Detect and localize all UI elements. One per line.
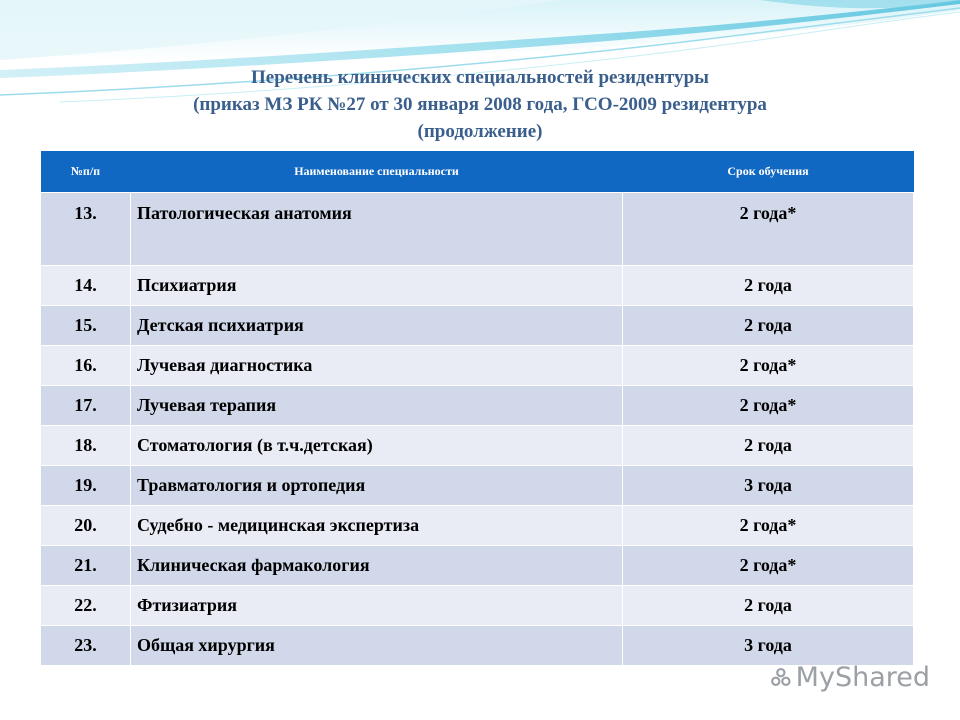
- row-duration: 2 года*: [623, 546, 914, 586]
- title-line-3: (продолжение): [417, 121, 543, 142]
- table-row: [41, 346, 914, 386]
- row-duration: 2 года: [623, 586, 914, 626]
- specialties-table: [40, 151, 914, 666]
- row-duration: 2 года*: [623, 346, 914, 386]
- row-number: 14.: [41, 266, 131, 306]
- row-number: 13.: [41, 193, 131, 266]
- row-specialty: Судебно - медицинская экспертиза: [131, 506, 623, 546]
- row-duration: 2 года*: [623, 506, 914, 546]
- row-number: 20.: [41, 506, 131, 546]
- row-duration: 2 года: [623, 306, 914, 346]
- table-row: [41, 546, 914, 586]
- watermark-text: MyShared: [795, 661, 930, 693]
- table-row: [41, 266, 914, 306]
- row-number: 19.: [41, 466, 131, 506]
- table-row: [41, 306, 914, 346]
- row-number: 15.: [41, 306, 131, 346]
- row-duration: 3 года: [623, 466, 914, 506]
- row-specialty: Травматология и ортопедия: [131, 466, 623, 506]
- row-duration: 2 года: [623, 426, 914, 466]
- myshared-watermark: [770, 660, 930, 694]
- table-row: [41, 506, 914, 546]
- table-header-row: [41, 151, 914, 193]
- table-row: [41, 466, 914, 506]
- row-duration: 2 года*: [623, 386, 914, 426]
- row-number: 17.: [41, 386, 131, 426]
- row-duration: 3 года: [623, 626, 914, 666]
- row-specialty: Психиатрия: [131, 266, 623, 306]
- row-specialty: Детская психиатрия: [131, 306, 623, 346]
- header-num: №п/п: [41, 151, 131, 193]
- header-duration: Срок обучения: [623, 151, 914, 193]
- page-title: [0, 64, 960, 145]
- row-specialty: Стоматология (в т.ч.детская): [131, 426, 623, 466]
- row-specialty: Лучевая терапия: [131, 386, 623, 426]
- row-specialty: Клиническая фармакология: [131, 546, 623, 586]
- table-row: [41, 426, 914, 466]
- row-specialty: Общая хирургия: [131, 626, 623, 666]
- title-line-1: Перечень клинических специальностей резидентуры: [250, 67, 710, 88]
- row-number: 18.: [41, 426, 131, 466]
- row-duration: 2 года: [623, 266, 914, 306]
- row-specialty: Фтизиатрия: [131, 586, 623, 626]
- table-row: [41, 586, 914, 626]
- row-specialty: Лучевая диагностика: [131, 346, 623, 386]
- table-row: [41, 386, 914, 426]
- row-duration: 2 года*: [623, 193, 914, 266]
- row-number: 22.: [41, 586, 131, 626]
- title-line-2: (приказ МЗ РК №27 от 30 января 2008 года, ГСО-2009 резидентура: [193, 94, 767, 115]
- row-number: 23.: [41, 626, 131, 666]
- myshared-logo-icon: [770, 662, 792, 692]
- table-row: [41, 193, 914, 266]
- row-number: 16.: [41, 346, 131, 386]
- header-name: Наименование специальности: [131, 151, 623, 193]
- row-specialty: Патологическая анатомия: [131, 193, 623, 266]
- row-number: 21.: [41, 546, 131, 586]
